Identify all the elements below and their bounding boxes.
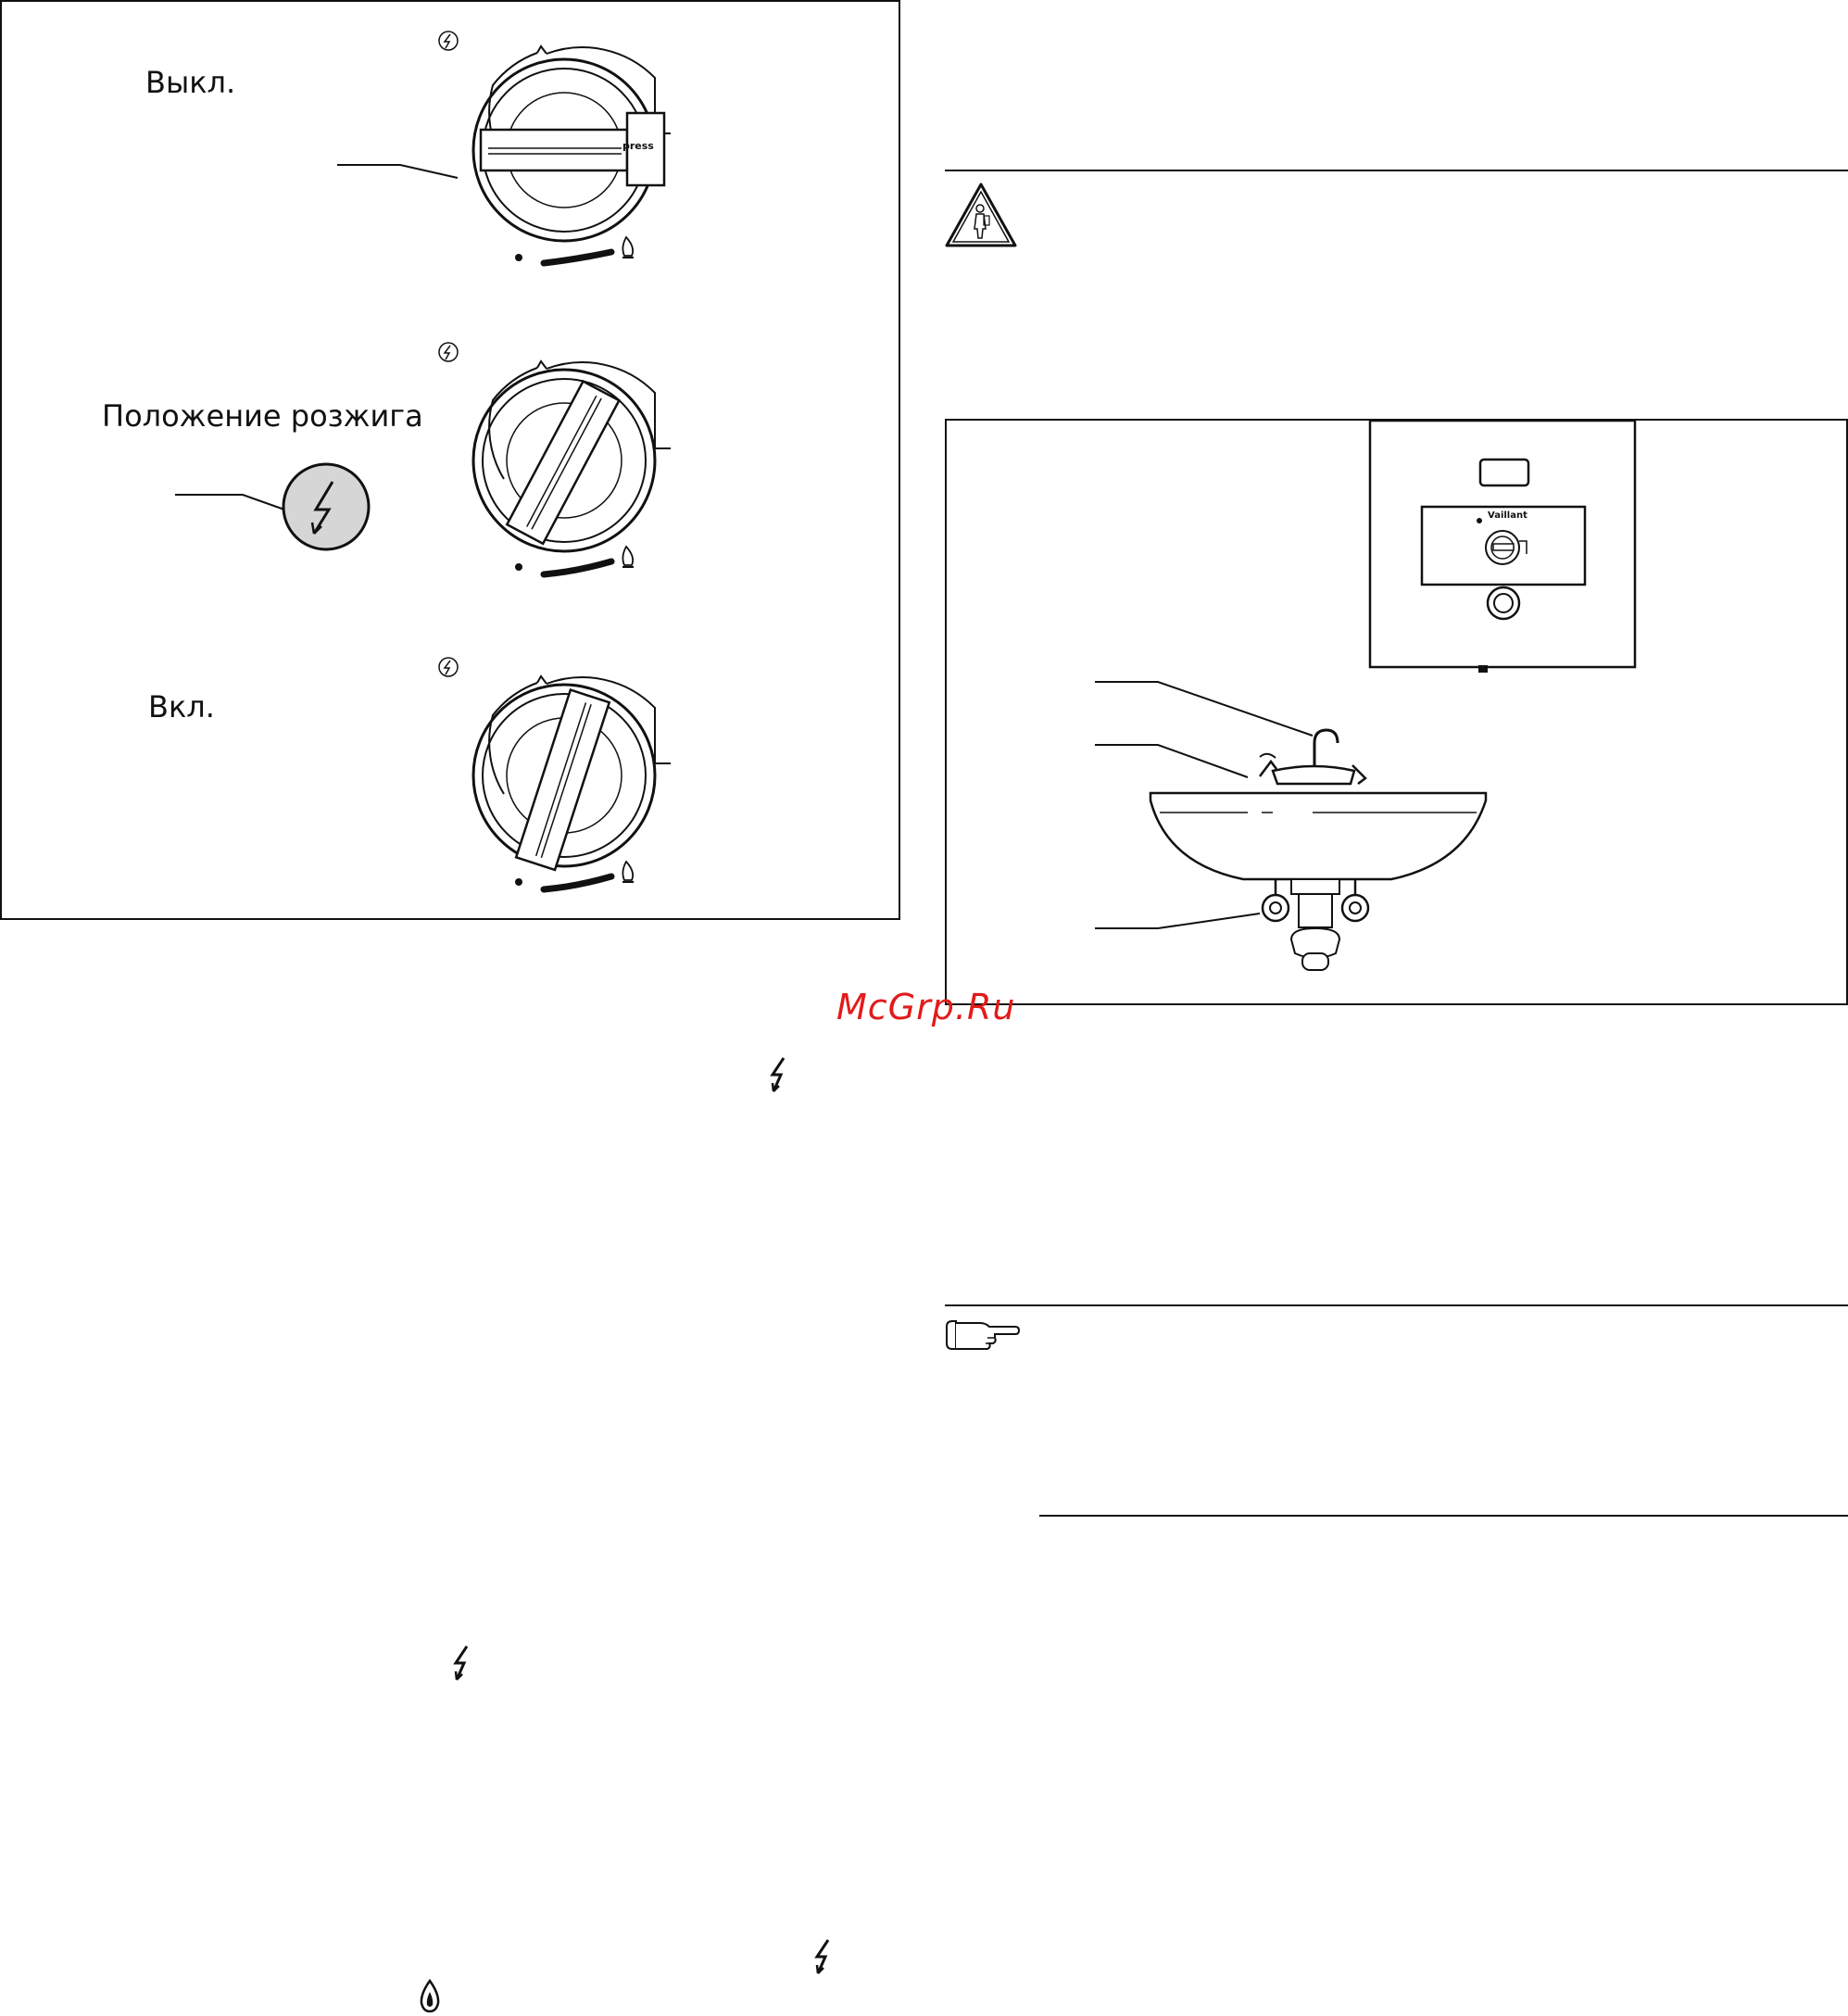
warning-person-icon (943, 181, 1019, 249)
lightning-icon (450, 1644, 474, 1682)
brand-label: Vaillant (1488, 510, 1527, 521)
lightning-icon (811, 1938, 836, 1975)
flame-icon (418, 1979, 442, 2014)
ignition-button-icon (283, 464, 369, 549)
on-position-label: Вкл. (148, 689, 215, 724)
knob-ignition-diagram (428, 335, 697, 586)
lightning-icon (439, 343, 458, 361)
knob-positions-figure (0, 0, 900, 920)
flame-icon (622, 862, 634, 882)
pointing-hand-icon (943, 1317, 1021, 1354)
heater-display-window (1480, 460, 1528, 485)
flame-icon (622, 547, 634, 567)
flame-icon (622, 237, 634, 258)
warning-divider (945, 170, 1848, 171)
ignition-button-callout (173, 456, 377, 567)
lightning-icon (767, 1056, 791, 1093)
note-divider (945, 1304, 1848, 1306)
lightning-icon (439, 658, 458, 676)
watermark: McGrp.Ru (836, 987, 1016, 1027)
knob-off-diagram (428, 20, 697, 271)
knob-on-diagram (428, 650, 697, 901)
water-heater-sink-figure (945, 419, 1848, 1005)
press-label: press (622, 140, 654, 152)
note-end-divider (1039, 1515, 1848, 1517)
ignition-position-label: Положение розжига (102, 398, 423, 434)
lightning-icon (439, 32, 458, 50)
off-position-label: Выкл. (145, 65, 236, 100)
